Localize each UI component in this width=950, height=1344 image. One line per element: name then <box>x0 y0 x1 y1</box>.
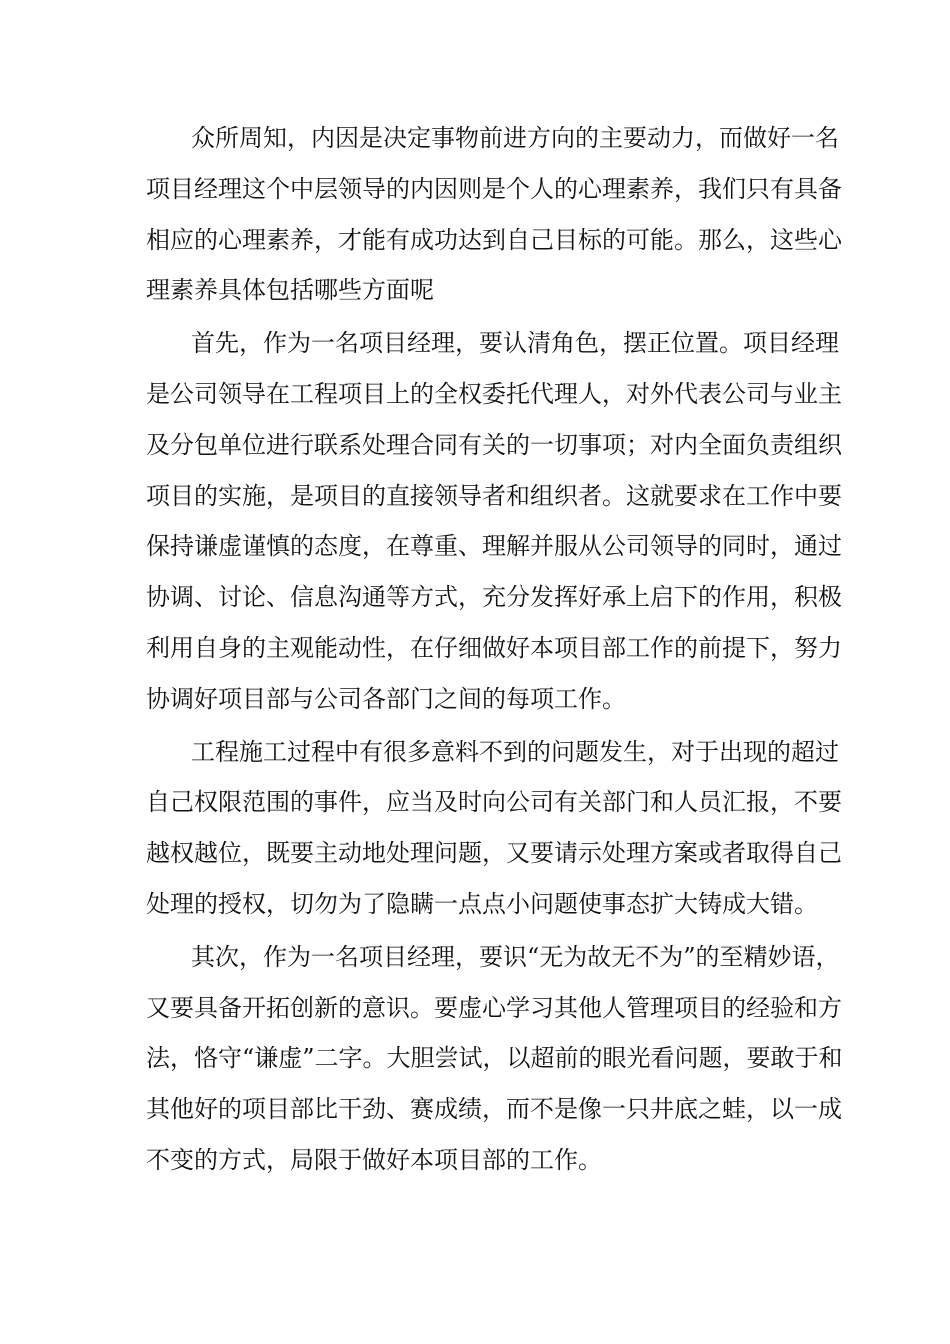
text-line: 处理的授权，切勿为了隐瞒一点点小问题使事态扩大铸成大错。 <box>146 889 818 918</box>
paragraph-1 <box>146 113 842 316</box>
text-line: 法，恪守“谦虚”二字。大胆尝试，以超前的眼光看问题，要敢于和 <box>146 1044 843 1073</box>
text-line: 协调、讨论、信息沟通等方式，充分发挥好承上启下的作用，积极 <box>146 583 842 612</box>
text-line: 是公司领导在工程项目上的全权委托代理人，对外代表公司与业主 <box>146 379 842 408</box>
text-line: 相应的心理素养，才能有成功达到自己目标的可能。那么，这些心 <box>146 225 842 254</box>
text-line: 项目的实施，是项目的直接领导者和组织者。这就要求在工作中要 <box>146 481 842 510</box>
text-line: 利用自身的主观能动性，在仔细做好本项目部工作的前提下，努力 <box>146 633 842 662</box>
text-line: 协调好项目部与公司各部门之间的每项工作。 <box>146 684 626 713</box>
document-body <box>146 113 843 1186</box>
text-line: 众所周知，内因是决定事物前进方向的主要动力，而做好一名 <box>191 124 839 152</box>
text-line: 越权越位，既要主动地处理问题，又要请示处理方案或者取得自己 <box>146 839 842 868</box>
text-line: 其次，作为一名项目经理，要识“无为故无不为”的至精妙语， <box>191 942 840 971</box>
text-line: 工程施工过程中有很多意料不到的问题发生，对于出现的超过 <box>191 737 839 766</box>
paragraph-3 <box>146 727 842 930</box>
text-line: 又要具备开拓创新的意识。要虚心学习其他人管理项目的经验和方 <box>146 993 842 1022</box>
text-line: 不变的方式，局限于做好本项目部的工作。 <box>146 1145 602 1174</box>
text-line: 项目经理这个中层领导的内因则是个人的心理素养，我们只有具备 <box>146 174 842 203</box>
text-line: 其他好的项目部比干劲、赛成绩，而不是像一只井底之蛙，以一成 <box>146 1095 842 1124</box>
text-line: 保持谦虚谨慎的态度，在尊重、理解并服从公司领导的同时，通过 <box>146 532 842 561</box>
text-line: 首先，作为一名项目经理，要认清角色，摆正位置。项目经理 <box>191 329 839 358</box>
paragraph-2 <box>146 318 842 724</box>
text-line: 及分包单位进行联系处理合同有关的一切事项；对内全面负责组织 <box>146 430 842 459</box>
paragraph-4 <box>146 932 843 1186</box>
text-line: 理素养具体包括哪些方面呢 <box>146 276 434 305</box>
text-line: 自己权限范围的事件，应当及时向公司有关部门和人员汇报，不要 <box>146 788 842 817</box>
